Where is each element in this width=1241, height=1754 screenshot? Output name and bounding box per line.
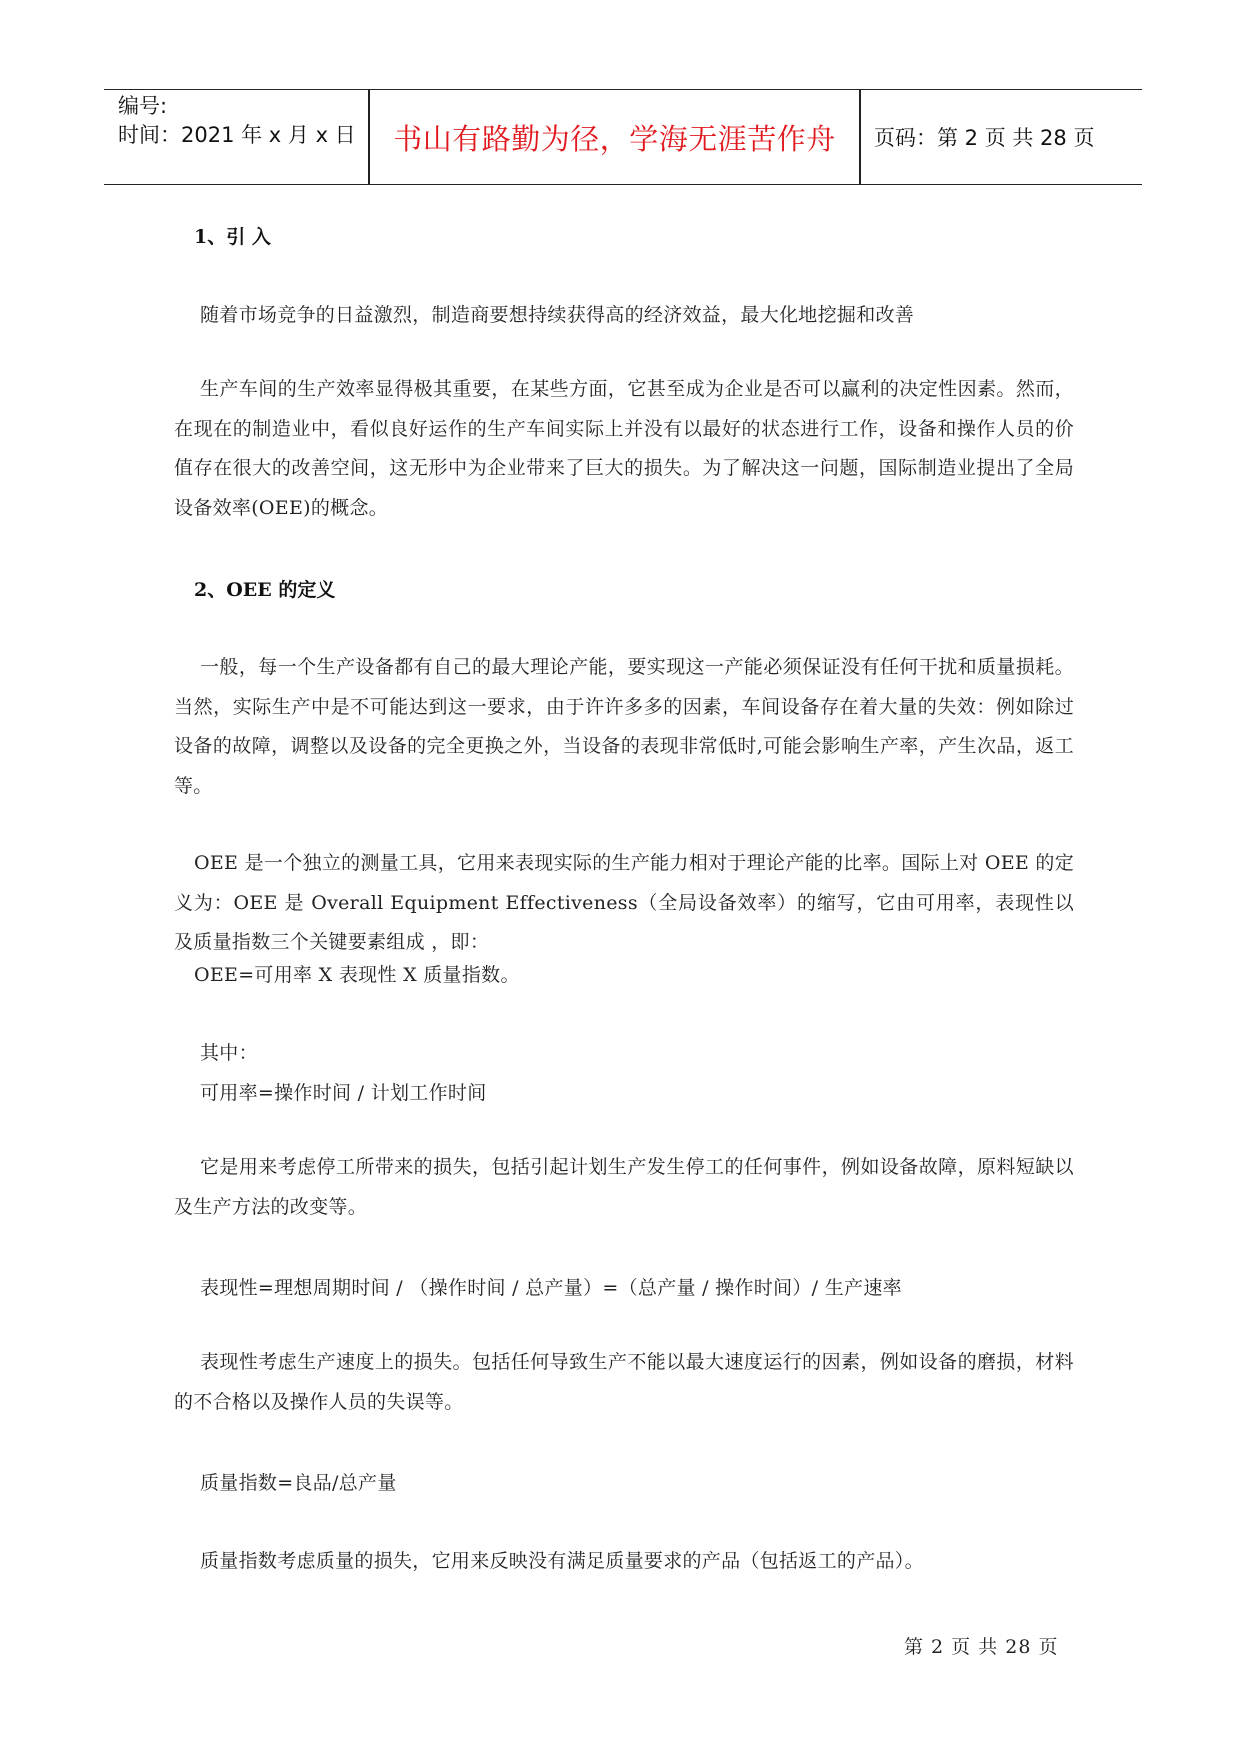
performance-formula: 表现性=理想周期时间 / （操作时间 / 总产量）=（总产量 / 操作时间）/ 生产速率	[200, 1277, 902, 1299]
page-header	[104, 89, 1142, 185]
availability-formula: 可用率=操作时间 / 计划工作时间	[200, 1082, 487, 1104]
oee-formula: OEE=可用率 X 表现性 X 质量指数。	[194, 964, 520, 986]
quality-formula: 质量指数=良品/总产量	[200, 1472, 397, 1494]
header-meta	[118, 92, 356, 150]
section-2-paragraph-2: OEE 是一个独立的测量工具，它用来表现实际的生产能力相对于理论产能的比率。国际上对 OEE 的定义为：OEE 是 Overall Equipment Effectiveness（全局设备效率）的缩写，它由可用率，表现性以及质量指数三个关键要素组成 ，即：	[174, 852, 1074, 953]
doc-time-label: 时间：2021 年 x 月 x 日	[118, 123, 356, 147]
section-1-paragraph-1: 随着市场竞争的日益激烈，制造商要想持续获得高的经济效益，最大化地挖掘和改善	[200, 304, 915, 326]
doc-number-label: 编号:	[118, 94, 168, 118]
header-divider	[859, 90, 861, 184]
section-2-heading: 2、OEE 的定义	[194, 579, 336, 601]
header-page-number: 页码：第 2 页 共 28 页	[874, 126, 1095, 150]
section-1-paragraph-2: 生产车间的生产效率显得极其重要，在某些方面，它甚至成为企业是否可以赢利的决定性因素。然而，在现在的制造业中，看似良好运作的生产车间实际上并没有以最好的状态进行工作，设备和操作人员的价值存在很大的改善空间，这无形中为企业带来了巨大的损失。为了解决这一问题，国际制造业提出了全局设备效率(OEE)的概念。	[174, 378, 1074, 519]
performance-description: 表现性考虑生产速度上的损失。包括任何导致生产不能以最大速度运行的因素，例如设备的磨损，材料的不合格以及操作人员的失误等。	[174, 1351, 1074, 1413]
availability-description: 它是用来考虑停工所带来的损失，包括引起计划生产发生停工的任何事件，例如设备故障，原料短缺以及生产方法的改变等。	[174, 1156, 1074, 1218]
section-1-heading: 1、引 入	[194, 226, 271, 248]
quality-description: 质量指数考虑质量的损失，它用来反映没有满足质量要求的产品（包括返工的产品）。	[200, 1550, 924, 1572]
header-motto: 书山有路勤为径，学海无涯苦作舟	[393, 121, 836, 156]
page-footer: 第 2 页 共 28 页	[904, 1636, 1059, 1658]
section-2-paragraph-1: 一般，每一个生产设备都有自己的最大理论产能，要实现这一产能必须保证没有任何干扰和质量损耗。当然，实际生产中是不可能达到这一要求，由于许许多多的因素，车间设备存在着大量的失效：例如除过设备的故障，调整以及设备的完全更换之外，当设备的表现非常低时,可能会影响生产率，产生次品，返工等。	[174, 656, 1074, 797]
where-label: 其中：	[200, 1042, 258, 1064]
